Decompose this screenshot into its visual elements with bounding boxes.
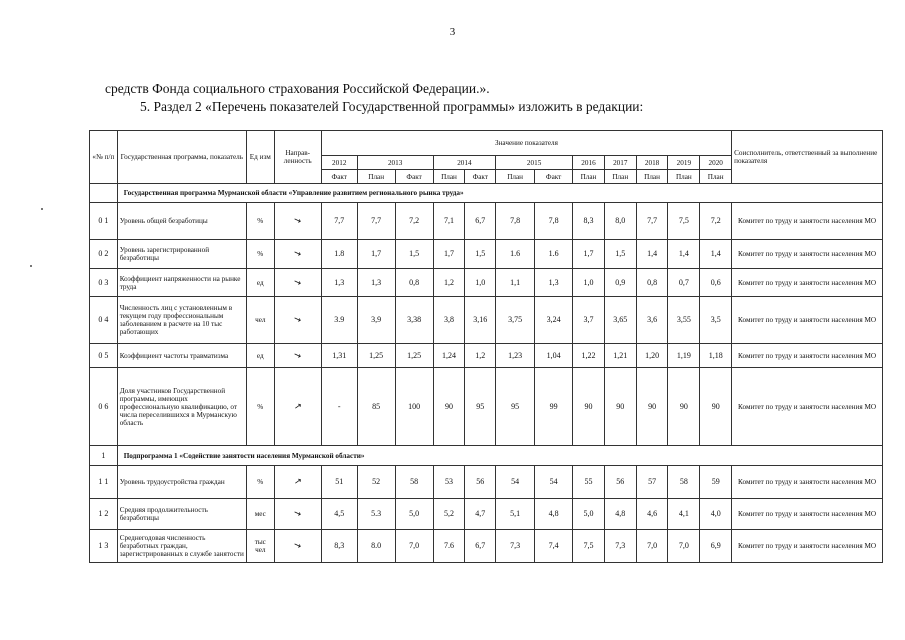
row-value: 7,7	[357, 203, 395, 240]
header-sub: План	[636, 170, 668, 184]
header-sub: Факт	[395, 170, 433, 184]
subprogram-title: Подпрограмма 1 «Содействие занятости населения Мурманской области»	[117, 446, 882, 466]
row-name: Средняя продолжительность безработицы	[117, 499, 246, 530]
row-value: -	[321, 368, 357, 446]
row-value: 1.6	[535, 240, 573, 269]
row-unit: тыс чел	[246, 530, 274, 563]
row-value: 3,9	[357, 297, 395, 344]
arrow-down-icon: ↘	[292, 248, 303, 260]
row-direction	[274, 297, 321, 344]
header-sub: Факт	[465, 170, 496, 184]
row-name: Коэффициент частоты травматизма	[117, 344, 246, 368]
row-direction	[274, 240, 321, 269]
row-value: 7,2	[395, 203, 433, 240]
page-number: 3	[449, 26, 456, 38]
row-num: 0 2	[90, 240, 118, 269]
row-value: 90	[700, 368, 732, 446]
header-sub: План	[573, 170, 605, 184]
scan-speck	[30, 265, 32, 267]
row-coexec: Комитет по труду и занятости населения МО	[732, 203, 883, 240]
row-num: 0 3	[90, 269, 118, 297]
table-row	[90, 240, 883, 269]
table-row	[90, 203, 883, 240]
row-value: 1,2	[465, 344, 496, 368]
arrow-down-icon: ↘	[292, 508, 303, 520]
row-value: 7,3	[604, 530, 636, 563]
header-sub: План	[433, 170, 465, 184]
row-value: 55	[573, 466, 605, 499]
row-value: 0,7	[668, 269, 700, 297]
row-coexec: Комитет по труду и занятости населения МО	[732, 466, 883, 499]
intro-text	[105, 80, 643, 116]
row-value: 7.6	[433, 530, 465, 563]
row-unit: ед	[246, 344, 274, 368]
row-value: 0,8	[636, 269, 668, 297]
row-value: 5,0	[573, 499, 605, 530]
row-value: 52	[357, 466, 395, 499]
row-name: Уровень зарегистрированной безработицы	[117, 240, 246, 269]
row-value: 95	[465, 368, 496, 446]
row-value: 90	[573, 368, 605, 446]
header-num: «№ п/п	[90, 131, 118, 184]
header-year: 2018	[636, 156, 668, 170]
row-name: Доля участников Государственной программы, имеющих профессиональную квалификацию, от числа переселившихся в Мурманскую область	[117, 368, 246, 446]
row-value: 1,23	[496, 344, 535, 368]
row-value: 3,7	[573, 297, 605, 344]
arrow-down-icon: ↘	[292, 540, 303, 552]
row-value: 4,0	[700, 499, 732, 530]
header-year: 2020	[700, 156, 732, 170]
header-sub: План	[604, 170, 636, 184]
row-value: 6,7	[465, 203, 496, 240]
table-row	[90, 466, 883, 499]
subprogram-num: 1	[90, 446, 118, 466]
row-value: 1,5	[395, 240, 433, 269]
row-unit: %	[246, 203, 274, 240]
header-sub: План	[668, 170, 700, 184]
row-unit: %	[246, 368, 274, 446]
table-row	[90, 368, 883, 446]
row-value: 7,7	[321, 203, 357, 240]
row-coexec: Комитет по труду и занятости населения МО	[732, 368, 883, 446]
row-name: Уровень трудоустройства граждан	[117, 466, 246, 499]
subprogram-title-row	[90, 446, 883, 466]
row-value: 6,9	[700, 530, 732, 563]
row-value: 7,1	[433, 203, 465, 240]
row-num: 1 3	[90, 530, 118, 563]
row-value: 1,2	[433, 269, 465, 297]
row-value: 5.3	[357, 499, 395, 530]
row-value: 1,25	[357, 344, 395, 368]
header-year: 2013	[357, 156, 433, 170]
intro-line-2: 5. Раздел 2 «Перечень показателей Государственной программы» изложить в редакции:	[140, 99, 644, 114]
row-value: 1,19	[668, 344, 700, 368]
row-value: 7,0	[636, 530, 668, 563]
row-unit: %	[246, 240, 274, 269]
row-value: 0,8	[395, 269, 433, 297]
table-row	[90, 269, 883, 297]
row-value: 3,65	[604, 297, 636, 344]
row-value: 54	[496, 466, 535, 499]
row-value: 1,3	[357, 269, 395, 297]
row-value: 1,04	[535, 344, 573, 368]
row-value: 59	[700, 466, 732, 499]
row-value: 1,31	[321, 344, 357, 368]
row-value: 99	[535, 368, 573, 446]
header-unit: Ед изм	[246, 131, 274, 184]
header-row	[90, 131, 883, 156]
row-value: 7,0	[668, 530, 700, 563]
row-value: 90	[433, 368, 465, 446]
row-coexec: Комитет по труду и занятости населения МО	[732, 344, 883, 368]
row-num: 1 1	[90, 466, 118, 499]
row-value: 7,4	[535, 530, 573, 563]
row-unit: мес	[246, 499, 274, 530]
row-direction	[274, 203, 321, 240]
row-value: 1.8	[321, 240, 357, 269]
row-value: 3,8	[433, 297, 465, 344]
row-value: 4,1	[668, 499, 700, 530]
row-value: 3,55	[668, 297, 700, 344]
header-sub: План	[700, 170, 732, 184]
row-value: 4,7	[465, 499, 496, 530]
row-value: 3.9	[321, 297, 357, 344]
row-value: 57	[636, 466, 668, 499]
row-value: 3,5	[700, 297, 732, 344]
row-value: 1,21	[604, 344, 636, 368]
row-value: 100	[395, 368, 433, 446]
header-year: 2016	[573, 156, 605, 170]
row-value: 1,20	[636, 344, 668, 368]
intro-line-1: средств Фонда социального страхования Российской Федерации.».	[105, 81, 490, 96]
row-direction	[274, 269, 321, 297]
row-value: 6,7	[465, 530, 496, 563]
row-value: 0,9	[604, 269, 636, 297]
row-value: 3,6	[636, 297, 668, 344]
header-year: 2014	[433, 156, 496, 170]
row-value: 4,6	[636, 499, 668, 530]
row-value: 1,1	[496, 269, 535, 297]
row-value: 1,18	[700, 344, 732, 368]
row-value: 8,3	[321, 530, 357, 563]
row-name: Среднегодовая численность безработных граждан, зарегистрированных в службе занятости	[117, 530, 246, 563]
row-value: 3,38	[395, 297, 433, 344]
row-value: 85	[357, 368, 395, 446]
row-coexec: Комитет по труду и занятости населения МО	[732, 297, 883, 344]
row-value: 1,0	[465, 269, 496, 297]
row-value: 8,0	[604, 203, 636, 240]
row-value: 56	[604, 466, 636, 499]
row-value: 1,3	[535, 269, 573, 297]
row-unit: %	[246, 466, 274, 499]
row-value: 1,4	[700, 240, 732, 269]
row-value: 8.0	[357, 530, 395, 563]
row-value: 7,7	[636, 203, 668, 240]
row-value: 1,0	[573, 269, 605, 297]
row-coexec: Комитет по труду и занятости населения МО	[732, 240, 883, 269]
row-coexec: Комитет по труду и занятости населения МО	[732, 269, 883, 297]
row-value: 90	[668, 368, 700, 446]
program-title-row	[90, 184, 883, 203]
table-body	[90, 131, 883, 563]
row-value: 3,24	[535, 297, 573, 344]
row-value: 95	[496, 368, 535, 446]
row-value: 3,75	[496, 297, 535, 344]
row-value: 1.6	[496, 240, 535, 269]
header-year: 2012	[321, 156, 357, 170]
header-values-group: Значение показателя	[321, 131, 731, 156]
row-value: 1,4	[668, 240, 700, 269]
row-value: 1,3	[321, 269, 357, 297]
row-value: 58	[668, 466, 700, 499]
row-num: 0 5	[90, 344, 118, 368]
row-num: 0 4	[90, 297, 118, 344]
row-value: 90	[636, 368, 668, 446]
row-value: 7,5	[573, 530, 605, 563]
row-unit: чел	[246, 297, 274, 344]
row-coexec: Комитет по труду и занятости населения МО	[732, 530, 883, 563]
row-value: 1,4	[636, 240, 668, 269]
row-value: 7,8	[535, 203, 573, 240]
row-num: 0 1	[90, 203, 118, 240]
row-value: 4,5	[321, 499, 357, 530]
program-title-num-cell	[90, 184, 118, 203]
row-value: 1,25	[395, 344, 433, 368]
header-sub: План	[357, 170, 395, 184]
table-row	[90, 530, 883, 563]
row-value: 56	[465, 466, 496, 499]
header-coexec: Соисполнитель, ответственный за выполнение показателя	[732, 131, 883, 184]
row-value: 7,2	[700, 203, 732, 240]
row-value: 4,8	[535, 499, 573, 530]
header-sub: Факт	[535, 170, 573, 184]
row-value: 7,8	[496, 203, 535, 240]
row-value: 1,24	[433, 344, 465, 368]
header-year: 2019	[668, 156, 700, 170]
row-name: Численность лиц с установленным в текущем году профессиональным заболеванием в расчете на 10 тыс работающих	[117, 297, 246, 344]
header-sub: План	[496, 170, 535, 184]
row-value: 4,8	[604, 499, 636, 530]
row-value: 0,6	[700, 269, 732, 297]
row-num: 1 2	[90, 499, 118, 530]
row-direction	[274, 466, 321, 499]
header-direction: Направ-ленность	[274, 131, 321, 184]
row-value: 5,0	[395, 499, 433, 530]
row-coexec: Комитет по труду и занятости населения МО	[732, 499, 883, 530]
row-value: 7,0	[395, 530, 433, 563]
row-name: Уровень общей безработицы	[117, 203, 246, 240]
row-name: Коэффициент напряженности на рынке труда	[117, 269, 246, 297]
row-value: 53	[433, 466, 465, 499]
row-value: 8,3	[573, 203, 605, 240]
row-value: 3,16	[465, 297, 496, 344]
row-value: 5,2	[433, 499, 465, 530]
row-value: 5,1	[496, 499, 535, 530]
header-name: Государственная программа, показатель	[117, 131, 246, 184]
program-title: Государственная программа Мурманской области «Управление развитием регионального рынка труда»	[117, 184, 882, 203]
row-value: 1,7	[573, 240, 605, 269]
row-value: 1,22	[573, 344, 605, 368]
table-row	[90, 297, 883, 344]
row-value: 1,7	[357, 240, 395, 269]
row-value: 7,5	[668, 203, 700, 240]
row-num: 0 6	[90, 368, 118, 446]
arrow-down-icon: ↘	[292, 215, 303, 227]
row-value: 7,3	[496, 530, 535, 563]
row-value: 54	[535, 466, 573, 499]
row-unit: ед	[246, 269, 274, 297]
header-year: 2017	[604, 156, 636, 170]
table-row	[90, 499, 883, 530]
table-row	[90, 344, 883, 368]
row-value: 1,5	[604, 240, 636, 269]
row-direction	[274, 499, 321, 530]
header-year: 2015	[496, 156, 573, 170]
header-sub: Факт	[321, 170, 357, 184]
row-value: 90	[604, 368, 636, 446]
arrow-up-icon: ↗	[293, 400, 303, 413]
row-value: 58	[395, 466, 433, 499]
arrow-down-icon: ↘	[292, 314, 303, 326]
arrow-down-icon: ↘	[292, 276, 303, 289]
row-value: 51	[321, 466, 357, 499]
row-direction	[274, 368, 321, 446]
row-direction	[274, 530, 321, 563]
row-value: 1,5	[465, 240, 496, 269]
row-value: 1,7	[433, 240, 465, 269]
arrow-up-icon: ↗	[293, 476, 303, 488]
arrow-down-icon: ↘	[292, 349, 303, 362]
row-direction	[274, 344, 321, 368]
indicators-table	[89, 130, 883, 563]
scan-speck	[41, 208, 43, 210]
